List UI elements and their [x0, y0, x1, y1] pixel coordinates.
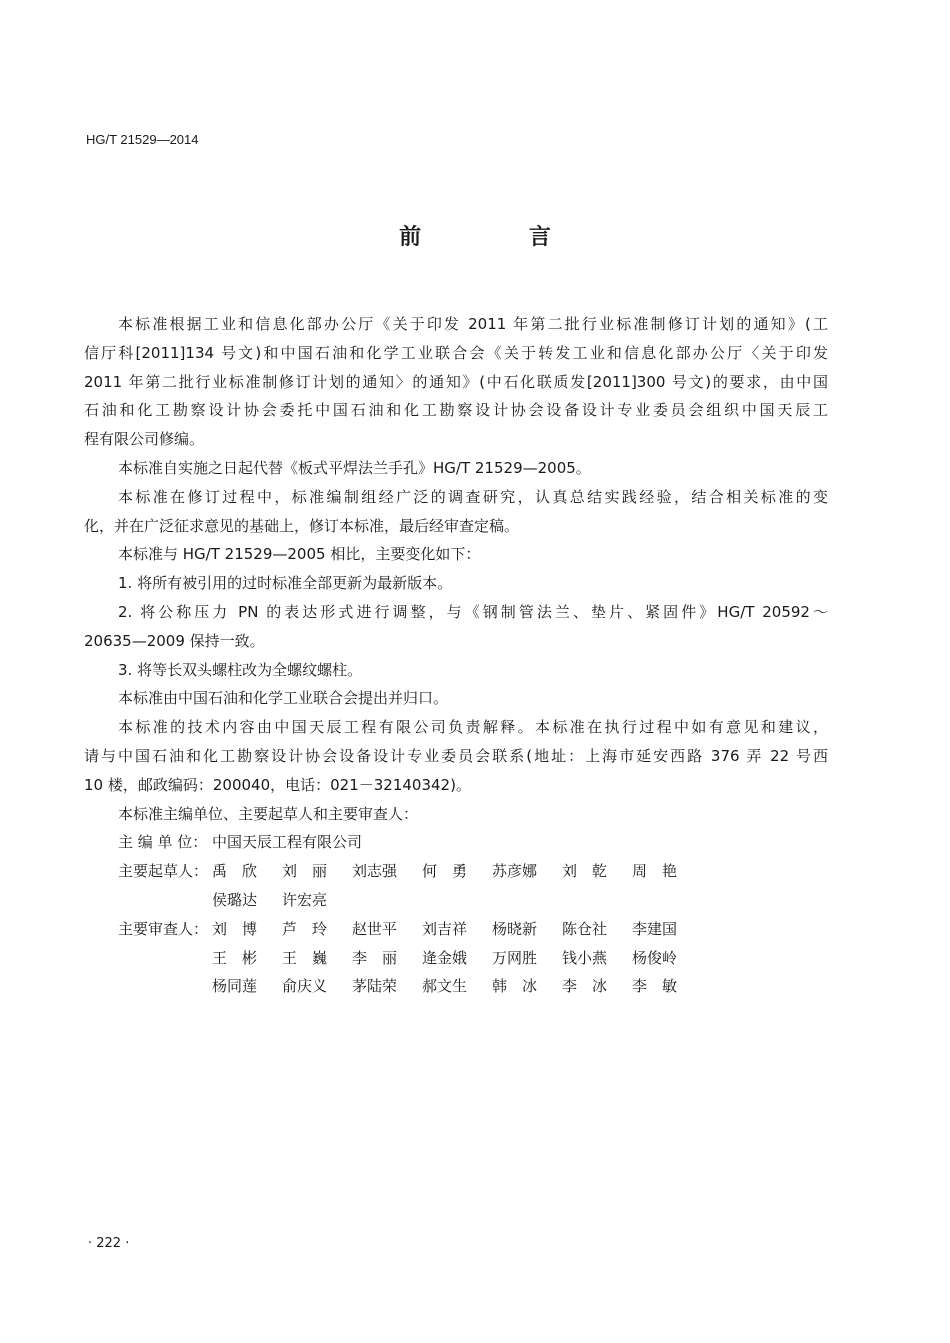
standard-code-header: HG/T 21529—2014 [86, 132, 199, 147]
drafters-label: 主要起草人： [118, 862, 209, 881]
drafters-label [118, 886, 212, 915]
paragraph [84, 310, 828, 454]
text-line: 本标准主编单位、主要起草人和主要审查人： [118, 804, 419, 823]
credits-section [118, 828, 828, 1001]
text-line: 2. 将公称压力 PN 的表达形式进行调整，与《钢制管法兰、垫片、紧固件》HG/T 20592～ [118, 602, 828, 621]
reviewers-row [118, 944, 828, 973]
person-name: 李 冰 [562, 977, 608, 996]
text-line: 程有限公司修编。 [84, 430, 205, 449]
person-name: 万网胜 [492, 948, 538, 967]
page-title: 前 言 [399, 225, 601, 250]
text-line: 2011 年第二批行业标准制修订计划的通知〉的通知》(中石化联质发[2011]300 号文)的要求，由中国 [84, 372, 828, 391]
document-body [84, 310, 828, 1001]
paragraph [84, 684, 828, 713]
chief-unit-label: 主 编 单 位： [118, 833, 208, 852]
person-name: 李建国 [632, 919, 678, 938]
reviewers-label [118, 944, 212, 973]
person-name: 茅陆荣 [352, 977, 398, 996]
person-name: 李 丽 [352, 948, 398, 967]
person-name: 杨俊岭 [632, 948, 678, 967]
person-name: 俞庆义 [282, 977, 328, 996]
drafters-row [118, 886, 828, 915]
paragraph [84, 540, 828, 569]
text-line: 3. 将等长双头螺柱改为全螺纹螺柱。 [118, 660, 363, 679]
chief-unit-row [118, 828, 828, 857]
person-name: 苏彦娜 [492, 862, 538, 881]
paragraph [84, 713, 828, 799]
paragraph [84, 454, 828, 483]
text-line: 本标准在修订过程中，标准编制组经广泛的调查研究，认真总结实践经验，结合相关标准的变 [118, 487, 828, 506]
reviewers-label [118, 972, 212, 1001]
person-name: 陈仓社 [562, 919, 608, 938]
person-name: 钱小燕 [562, 948, 608, 967]
text-line: 石油和化工勘察设计协会委托中国石油和化工勘察设计协会设备设计专业委员会组织中国天辰工 [84, 401, 828, 420]
text-line: 本标准与 HG/T 21529—2005 相比，主要变化如下： [118, 545, 481, 564]
text-line: 请与中国石油和化工勘察设计协会设备设计专业委员会联系(地址：上海市延安西路 376 弄 22 号西 [84, 746, 828, 765]
person-name: 王 巍 [282, 948, 328, 967]
person-name: 刘志强 [352, 862, 398, 881]
person-name: 郝文生 [422, 977, 468, 996]
page-number: · 222 · [88, 1236, 130, 1251]
text-line: 本标准根据工业和信息化部办公厅《关于印发 2011 年第二批行业标准制修订计划的通知》(工 [118, 315, 828, 333]
paragraph [84, 656, 828, 685]
text-line: 本标准由中国石油和化学工业联合会提出并归口。 [118, 689, 449, 708]
paragraph [84, 569, 828, 598]
person-name: 王 彬 [212, 948, 258, 967]
text-line: 10 楼，邮政编码：200040，电话：021－32140342)。 [84, 775, 471, 794]
person-name: 逄金娥 [422, 948, 468, 967]
person-name: 芦 玲 [282, 919, 328, 938]
paragraph [84, 800, 828, 829]
person-name: 刘吉祥 [422, 919, 468, 938]
text-line: 信厅科[2011]134 号文)和中国石油和化学工业联合会《关于转发工业和信息化部办公厅〈关于印发 [84, 343, 828, 362]
paragraph [84, 483, 828, 541]
person-name: 侯璐达 [212, 890, 258, 909]
text-line: 本标准自实施之日起代替《板式平焊法兰手孔》HG/T 21529—2005。 [118, 458, 591, 477]
chief-unit-value: 中国天辰工程有限公司 [212, 833, 363, 852]
person-name: 何 勇 [422, 862, 468, 881]
person-name: 韩 冰 [492, 977, 538, 996]
person-name: 刘 博 [212, 919, 258, 938]
reviewers-row [118, 972, 828, 1001]
reviewers-row [118, 915, 828, 944]
person-name: 刘 丽 [282, 862, 328, 881]
person-name: 杨晓新 [492, 919, 538, 938]
person-name: 赵世平 [352, 919, 398, 938]
person-name: 杨同莲 [212, 977, 258, 996]
text-line: 20635—2009 保持一致。 [84, 631, 265, 650]
person-name: 禹 欣 [212, 862, 258, 881]
reviewers-label: 主要审查人： [118, 919, 209, 938]
paragraph [84, 598, 828, 656]
text-line: 化，并在广泛征求意见的基础上，修订本标准，最后经审查定稿。 [84, 516, 520, 535]
text-line: 1. 将所有被引用的过时标准全部更新为最新版本。 [118, 574, 453, 593]
person-name: 李 敏 [632, 977, 678, 996]
person-name: 刘 乾 [562, 862, 608, 881]
drafters-row [118, 857, 828, 886]
person-name: 周 艳 [632, 862, 678, 881]
text-line: 本标准的技术内容由中国天辰工程有限公司负责解释。本标准在执行过程中如有意见和建议， [118, 718, 828, 737]
person-name: 许宏亮 [282, 890, 328, 909]
